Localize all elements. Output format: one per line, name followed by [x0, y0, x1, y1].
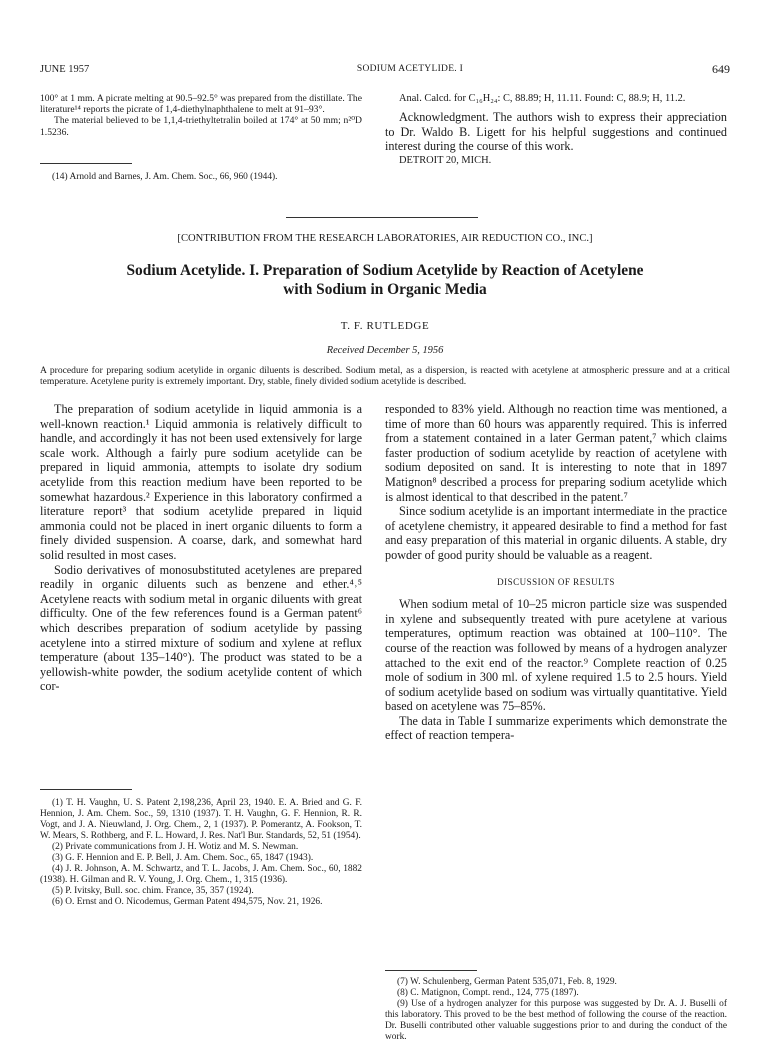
footnote-divider — [40, 789, 132, 790]
running-header — [40, 64, 730, 78]
header-running-title: SODIUM ACETYLIDE. I — [356, 64, 464, 74]
footnote: (6) O. Ernst and O. Nicodemus, German Patent 494,575, Nov. 21, 1926. — [52, 897, 323, 907]
body-paragraph: Sodio derivatives of monosubstituted acetylenes are prepared readily in organic diluents such as benzene and ether.⁴˒⁵ Acetylene reacts with sodium metal in organic diluents with great difficulty. One of the few references found is a German patent⁶ which describes preparation of sodium acetylide by passing acetylene into a stirred mixture of sodium and xylene at reflux temperature (about 135–140°). The product was stated to be a yellowish-white powder, the sodium acetylide content of which cor- — [40, 562, 362, 694]
article-title-line2: with Sodium in Organic Media — [283, 281, 487, 298]
prev-article-left — [40, 93, 362, 138]
header-page-number: 649 — [712, 62, 730, 76]
article-title — [40, 261, 730, 299]
contribution-line: [CONTRIBUTION FROM THE RESEARCH LABORATORIES, AIR REDUCTION CO., INC.] — [177, 233, 593, 244]
header-date: JUNE 1957 — [40, 64, 90, 75]
author: T. F. RUTLEDGE — [340, 320, 430, 332]
footnote: (9) Use of a hydrogen analyzer for this purpose was suggested by Dr. A. J. Buselli of this laboratory. This proved to be the best method of following the course of the reaction. Dr. Buselli contributed other valuable suggestions prior to and during the conduct of the work. — [385, 999, 727, 1042]
footnote: (4) J. R. Johnson, A. M. Schwartz, and T. L. Jacobs, J. Am. Chem. Soc., 60, 1882 (1938). H. Gilman and R. V. Young, J. Org. Chem., 1, 315 (1936). — [40, 864, 362, 885]
body-left-column — [40, 402, 362, 694]
article-divider — [286, 217, 478, 218]
footnotes-left — [40, 798, 362, 908]
footnotes-right — [385, 977, 727, 1043]
prev-paragraph: The material believed to be 1,1,4-triethyltetralin boiled at 174° at 50 mm; n²⁰D 1.5236. — [40, 115, 362, 138]
footnote: (3) G. F. Hennion and E. P. Bell, J. Am. Chem. Soc., 65, 1847 (1943). — [52, 853, 314, 863]
footnote-14: (14) Arnold and Barnes, J. Am. Chem. Soc., 66, 960 (1944). — [52, 172, 278, 182]
body-paragraph: The data in Table I summarize experiments which demonstrate the effect of reaction tempera- — [385, 713, 727, 743]
footnote-divider — [40, 163, 132, 164]
footnote: (7) W. Schulenberg, German Patent 535,071, Feb. 8, 1929. — [397, 977, 617, 987]
body-paragraph: The preparation of sodium acetylide in liquid ammonia is a well-known reaction.¹ Liquid ammonia is relatively difficult to handle, and accordingly it has not been used extensively for large scale work. Although a fairly pure sodium acetylide can be prepared in liquid ammonia, attempts to isolate dry sodium acetylide from this reaction medium have been reported to be somewhat hazardous.² Experience in this laboratory confirmed a literature report³ that sodium acetylide prepared in liquid ammonia could not be placed in inert organic diluents to form a finely divided suspension. A coarse, dark, and somewhat hard solid resulted in most cases. — [40, 402, 362, 562]
acknowledgment: Acknowledgment. The authors wish to express their appreciation to Dr. Waldo B. Ligett for his helpful suggestions and continued interest during the course of this work. — [385, 110, 727, 154]
analysis-line: Anal. Calcd. for C₁₆H₂₄: C, 88.89; H, 11.11. Found: C, 88.9; H, 11.2. — [399, 93, 686, 104]
prev-paragraph: 100° at 1 mm. A picrate melting at 90.5–92.5° was prepared from the distillate. The literature¹⁴ reports the picrate of 1,4-diethylnaphthalene to melt at 91–93°. — [40, 93, 362, 116]
footnote: (2) Private communications from J. H. Wotiz and M. S. Newman. — [52, 842, 299, 852]
body-right-column — [385, 402, 727, 743]
received-date: Received December 5, 1956 — [326, 345, 444, 356]
section-heading: DISCUSSION OF RESULTS — [497, 576, 615, 587]
footnote: (5) P. Ivitsky, Bull. soc. chim. France, 35, 357 (1924). — [52, 886, 254, 896]
article-title-line1: Sodium Acetylide. I. Preparation of Sodium Acetylide by Reaction of Acetylene — [126, 262, 644, 279]
body-paragraph: When sodium metal of 10–25 micron particle size was suspended in xylene and subsequently treated with pure acetylene at various temperatures, optimum reaction was obtained at 100–110°. The course of the reaction was followed by means of a hydrogen analyzer attached to the exit end of the reactor.⁹ Complete reaction of 0.25 mole of sodium in 300 ml. of xylene required 1.5 to 2.5 hours. Yield of sodium acetylide based on sodium was virtually quantitative. Yield based on acetylene was 75–85%. — [385, 597, 727, 714]
footnote-divider — [385, 970, 477, 971]
body-paragraph: responded to 83% yield. Although no reaction time was mentioned, a time of more than 60 hours was apparently required. This is inferred from a statement contained in a later German patent,⁷ which claims faster production of sodium acetylide by reaction of acetylene with sodium deposited on sand. It is interesting to note that in 1897 Matignon⁸ described a process for preparing sodium acetylide which is almost identical to that described in the patent.⁷ — [385, 402, 727, 504]
location: DETROIT 20, MICH. — [399, 154, 492, 166]
footnote: (8) C. Matignon, Compt. rend., 124, 775 (1897). — [397, 988, 579, 998]
prev-article-right — [385, 93, 727, 166]
body-paragraph: Since sodium acetylide is an important intermediate in the practice of acetylene chemistry, it appeared desirable to find a method for fast and easy preparation of this material in organic diluents. A stable, dry powder of good purity should be valuable as a reagent. — [385, 504, 727, 562]
abstract: A procedure for preparing sodium acetylide in organic diluents is described. Sodium metal, as a dispersion, is reacted with acetylene at atmospheric pressure and at a critical temperature. Acetylene purity is extremely important. Dry, stable, finely divided sodium acetylide is described. — [40, 365, 730, 388]
footnote: (1) T. H. Vaughn, U. S. Patent 2,198,236, April 23, 1940. E. A. Bried and G. F. Hennion, J. Am. Chem. Soc., 59, 1310 (1937). T. H. Vaughn, G. F. Hennion, R. R. Vogt, and J. A. Nieuwland, J. Org. Chem., 2, 1 (1937). P. Pomerantz, A. Fookson, T. W. Mears, S. Rothberg, and F. L. Howard, J. Res. Nat'l Bur. Standards, 52, 51 (1954). — [40, 798, 362, 841]
